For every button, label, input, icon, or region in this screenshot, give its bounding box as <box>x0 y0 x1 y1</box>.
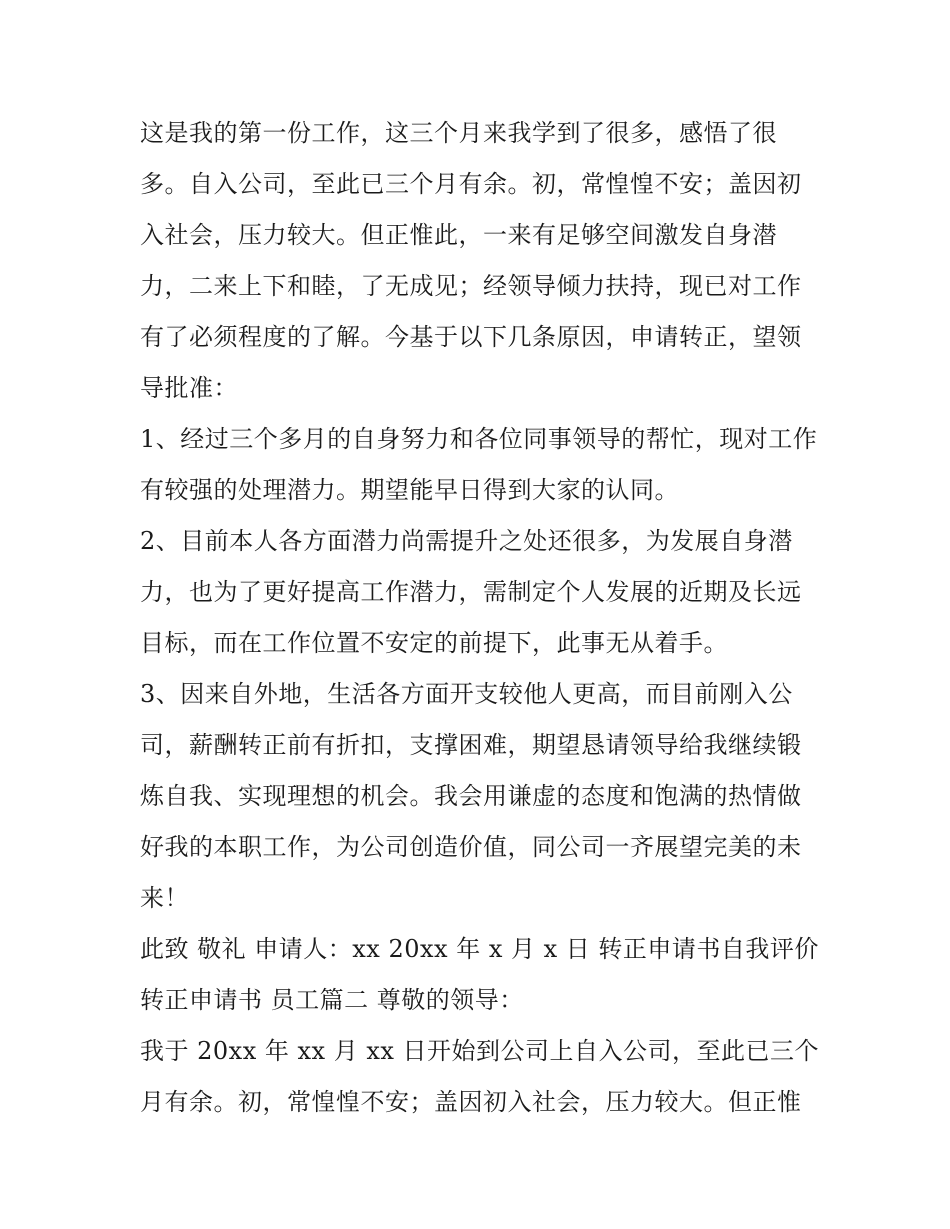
document-body <box>140 108 820 1128</box>
paragraph-intro: 这是我的第一份工作，这三个月来我学到了很多，感悟了很多。自入公司，至此已三个月有余。初，常惶惶不安；盖因初入社会，压力较大。但正惟此，一来有足够空间激发自身潜力，二来上下和睦，了无成见；经领导倾力扶持，现已对工作有了必须程度的了解。今基于以下几条原因，申请转正，望领导批准： <box>140 119 802 402</box>
paragraph-second-letter: 我于 20xx 年 xx 月 xx 日开始到公司上自入公司，至此已三个月有余。初，常惶惶不安；盖因初入社会，压力较大。但正惟 <box>140 1037 820 1116</box>
paragraph-closing: 此致 敬礼 申请人：xx 20xx 年 x 月 x 日 转正申请书自我评价转正申请书 员工篇二 尊敬的领导： <box>140 935 819 1014</box>
paragraph-reason-1: 1、经过三个多月的自身努力和各位同事领导的帮忙，现对工作有较强的处理潜力。期望能早日得到大家的认同。 <box>140 425 818 504</box>
paragraph-reason-3: 3、因来自外地，生活各方面开支较他人更高，而目前刚入公司，薪酬转正前有折扣，支撑困难，期望恳请领导给我继续锻炼自我、实现理想的机会。我会用谦虚的态度和饱满的热情做好我的本职工作，为公司创造价值，同公司一齐展望完美的未来！ <box>140 680 802 912</box>
paragraph-reason-2: 2、目前本人各方面潜力尚需提升之处还很多，为发展自身潜力，也为了更好提高工作潜力，需制定个人发展的近期及长远目标，而在工作位置不安定的前提下，此事无从着手。 <box>140 527 802 657</box>
